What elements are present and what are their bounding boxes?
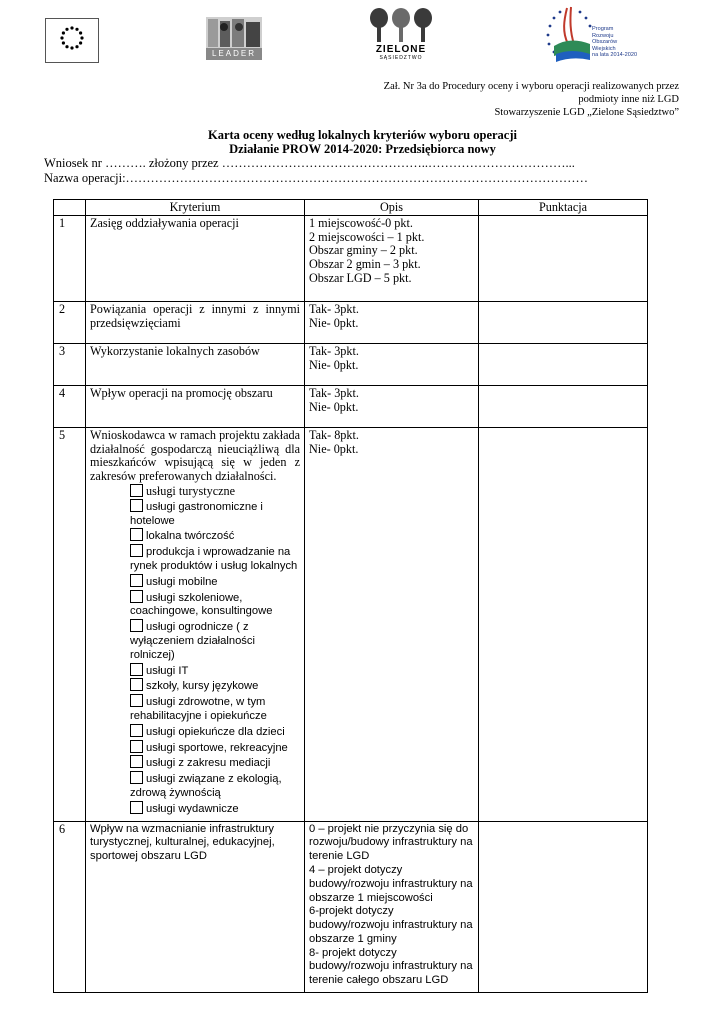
row-number: 1	[54, 215, 86, 301]
option-label: usługi szkoleniowe, coachingowe, konsultingowe	[130, 591, 273, 618]
desc-line: Nie- 0pkt.	[309, 441, 359, 456]
checkbox[interactable]	[130, 663, 143, 676]
option-label: usługi z zakresu mediacji	[146, 757, 271, 770]
option-label: usługi IT	[146, 664, 189, 677]
option-item	[130, 590, 300, 620]
attachment-note	[384, 80, 679, 119]
attachment-line-3: Stowarzyszenie LGD „Zielone Sąsiedztwo”	[494, 107, 679, 118]
desc-line: 0 – projekt nie przyczynia się do rozwoju/budowy infrastruktury na terenie LGD	[309, 822, 473, 863]
option-item	[130, 574, 300, 590]
option-item	[130, 499, 300, 529]
header-description: Opis	[305, 200, 479, 216]
criterion-line: sportowej obszaru LGD	[90, 850, 207, 863]
desc-line: 6-projekt dotyczy budowy/rozwoju infrastruktury na obszarze 1 gminy	[309, 905, 473, 945]
option-item	[130, 740, 300, 756]
desc-line: Tak- 8pkt.	[309, 427, 359, 442]
checkbox[interactable]	[130, 574, 143, 587]
checkbox[interactable]	[130, 678, 143, 691]
option-label: usługi opiekuńcze dla dzieci	[146, 725, 285, 738]
option-item	[130, 694, 300, 724]
document-title	[0, 128, 725, 156]
option-item	[130, 678, 300, 694]
eu-stars-icon	[46, 19, 98, 62]
nazwa-operacji-line: Nazwa operacji:…………………………………………………………………………………………………	[44, 171, 589, 185]
option-label: usługi wydawnicze	[146, 802, 239, 815]
option-label: usługi zdrowotne, w tym rehabilitacyjne i opiekuńcze	[130, 696, 267, 722]
checkbox[interactable]	[130, 771, 143, 784]
checkbox[interactable]	[130, 740, 143, 753]
table-row	[54, 385, 648, 427]
prow-caption	[592, 26, 648, 59]
checkbox[interactable]	[130, 590, 143, 603]
leader-text: LEADER	[211, 49, 256, 58]
option-item	[130, 771, 300, 801]
desc-line: Nie- 0pkt.	[309, 315, 359, 330]
checkbox[interactable]	[130, 484, 143, 497]
row-number: 5	[54, 427, 86, 821]
row-number: 2	[54, 301, 86, 343]
desc-line: Obszar gminy – 2 pkt.	[309, 243, 418, 258]
option-label: usługi mobilne	[146, 575, 218, 588]
score-cell[interactable]	[479, 385, 648, 427]
option-label: usługi sportowe, rekreacyjne	[146, 741, 288, 754]
option-label: produkcja i wprowadzanie na rynek produktów i usług lokalnych	[130, 546, 298, 572]
desc-line: Obszar 2 gmin – 3 pkt.	[309, 257, 421, 272]
sasiedztwo-text: SĄSIEDZTWO	[379, 55, 423, 61]
desc-line: Tak- 3pkt.	[309, 301, 359, 316]
title-line-2: Działanie PROW 2014-2020: Przedsiębiorca nowy	[229, 142, 496, 156]
criteria-table	[53, 199, 648, 993]
option-label: szkoły, kursy językowe	[146, 680, 259, 693]
row-criterion: Wykorzystanie lokalnych zasobów	[86, 343, 305, 385]
option-item	[130, 619, 300, 662]
desc-line: Tak- 3pkt.	[309, 385, 359, 400]
prow-logo	[540, 4, 644, 68]
desc-line: 4 – projekt dotyczy budowy/rozwoju infrastruktury na obszarze 1 miejscowości	[309, 863, 473, 904]
table-header-row	[54, 200, 648, 216]
title-line-1: Karta oceny według lokalnych kryteriów wyboru operacji	[207, 128, 517, 142]
option-item	[130, 801, 300, 817]
criterion-line: turystycznej, kulturalnej, edukacyjnej,	[90, 836, 275, 849]
table-row	[54, 821, 648, 993]
checkbox[interactable]	[130, 528, 143, 541]
attachment-line-1: Zał. Nr 3a do Procedury oceny i wyboru operacji realizowanych przez	[383, 81, 679, 92]
option-label: usługi związane z ekologią, zdrową żywnością	[130, 773, 282, 799]
desc-line: Nie- 0pkt.	[309, 399, 359, 414]
prow-line-5: na lata 2014-2020	[592, 52, 638, 59]
score-cell[interactable]	[479, 427, 648, 821]
row-description	[305, 821, 479, 993]
trees-icon	[365, 6, 437, 44]
option-item	[130, 528, 300, 544]
option-label: usługi gastronomiczne i hotelowe	[130, 500, 263, 527]
option-label: lokalna twórczość	[146, 530, 235, 543]
prow-line-3: Obszarów	[592, 39, 618, 46]
row-criterion: Powiązania operacji z innymi z innymi przedsięwzięciami	[86, 301, 305, 343]
criterion-intro: Wnioskodawca w ramach projektu zakłada działalność gospodarczą nieuciążliwą dla mieszkańców wpisującą się w jeden z zakresów preferowanych działalności.	[90, 427, 300, 484]
row-number: 4	[54, 385, 86, 427]
checkbox[interactable]	[130, 499, 143, 512]
desc-line: 2 miejscowości – 1 pkt.	[309, 229, 425, 244]
row-description	[305, 385, 479, 427]
option-label: usługi turystyczne	[146, 483, 236, 498]
header-number	[54, 200, 86, 216]
checkbox[interactable]	[130, 619, 143, 632]
row-number: 3	[54, 343, 86, 385]
row-description	[305, 427, 479, 821]
preferred-activities-list	[90, 484, 300, 499]
score-cell[interactable]	[479, 343, 648, 385]
desc-line: Nie- 0pkt.	[309, 357, 359, 372]
option-item	[130, 755, 300, 771]
criterion-line: Wpływ na wzmacnianie infrastruktury	[90, 822, 275, 835]
prow-emblem-icon	[540, 4, 600, 68]
table-row	[54, 215, 648, 301]
checkbox[interactable]	[130, 724, 143, 737]
option-item	[130, 484, 300, 499]
desc-line: 1 miejscowość-0 pkt.	[309, 215, 413, 230]
attachment-line-2: podmioty inne niż LGD	[578, 94, 679, 105]
row-number: 6	[54, 821, 86, 993]
desc-line: Obszar LGD – 5 pkt.	[309, 270, 412, 285]
score-cell[interactable]	[479, 301, 648, 343]
prow-line-2: Rozwoju	[592, 32, 614, 39]
prow-line-4: Wiejskich	[592, 45, 616, 52]
option-item	[130, 544, 300, 574]
row-criterion: Zasięg oddziaływania operacji	[86, 215, 305, 301]
checkbox[interactable]	[130, 755, 143, 768]
score-cell[interactable]	[479, 821, 648, 993]
checkbox[interactable]	[130, 801, 143, 814]
checkbox[interactable]	[130, 694, 143, 707]
table-row	[54, 343, 648, 385]
score-cell[interactable]	[479, 215, 648, 301]
eu-flag-logo	[45, 18, 99, 63]
row-criterion: Wpływ operacji na promocję obszaru	[86, 385, 305, 427]
prow-line-1: Program	[592, 26, 614, 32]
header-score: Punktacja	[479, 200, 648, 216]
row-criterion	[86, 427, 305, 821]
row-description	[305, 301, 479, 343]
option-item	[130, 724, 300, 740]
checkbox[interactable]	[130, 544, 143, 557]
preferred-activities-list-2	[90, 499, 300, 817]
table-row	[54, 427, 648, 821]
option-label: usługi ogrodnicze ( z wyłączeniem działalności rolniczej)	[130, 621, 255, 661]
desc-line: 8- projekt dotyczy budowy/rozwoju infrastruktury na terenie całego obszaru LGD	[309, 946, 473, 987]
row-description	[305, 215, 479, 301]
row-description	[305, 343, 479, 385]
row-criterion	[86, 821, 305, 993]
leader-logo	[206, 17, 262, 60]
zielone-text: ZIELONE	[375, 44, 427, 55]
desc-line: Tak- 3pkt.	[309, 343, 359, 358]
wniosek-line: Wniosek nr ………. złożony przez …………………………………………..……………………………...	[44, 156, 575, 170]
option-item	[130, 663, 300, 679]
header-criterion: Kryterium	[86, 200, 305, 216]
zielone-sasiedztwo-logo	[365, 6, 437, 62]
table-row	[54, 301, 648, 343]
